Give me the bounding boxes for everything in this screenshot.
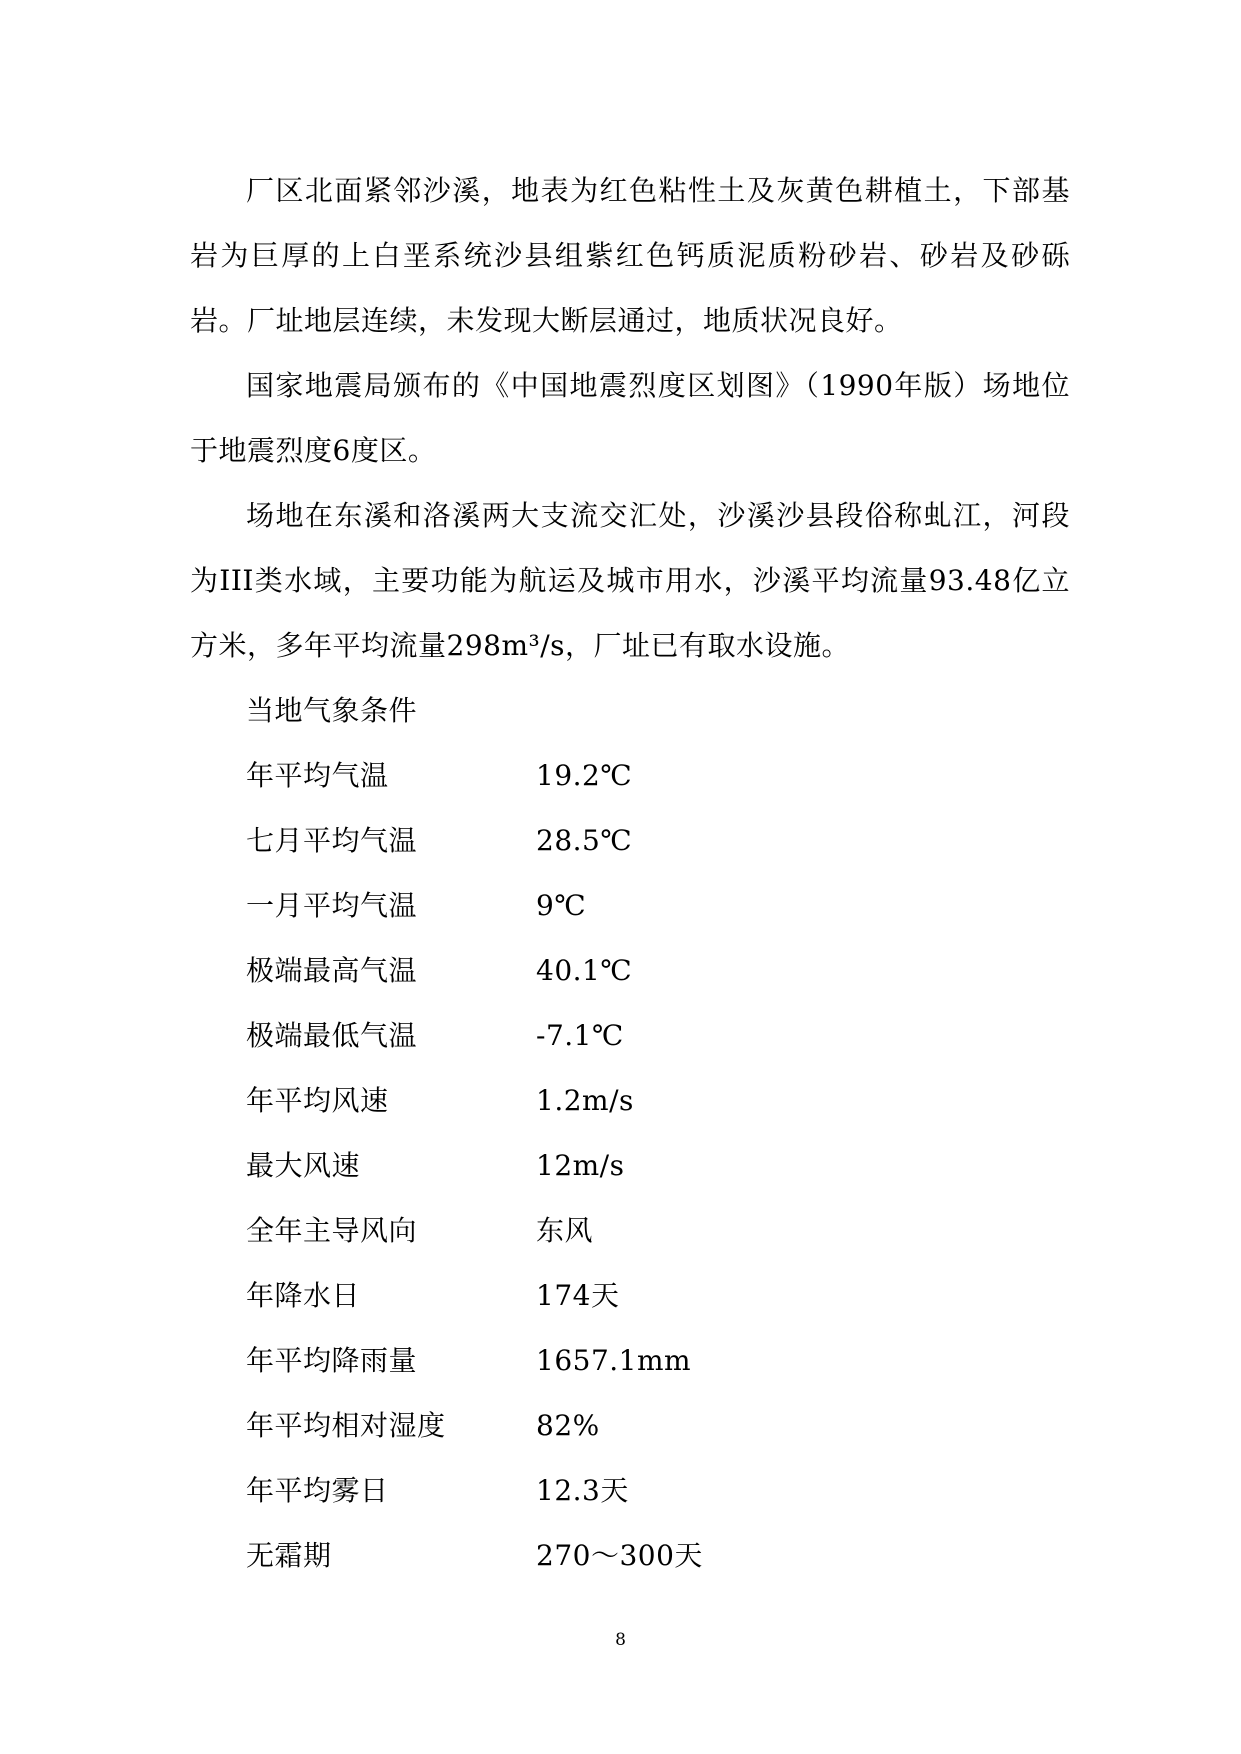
climate-value: 东风: [536, 1214, 594, 1247]
table-row: [246, 1328, 703, 1393]
page-number: 8: [615, 1630, 626, 1650]
climate-value: 40.1℃: [536, 954, 633, 987]
paragraph-geology: 厂区北面紧邻沙溪，地表为红色粘性土及灰黄色耕植土，下部基岩为巨厚的上白垩系统沙县组紫红色钙质泥质粉砂岩、砂岩及砂砾岩。厂址地层连续，未发现大断层通过，地质状况良好。: [190, 174, 1070, 337]
climate-value: 19.2℃: [536, 759, 633, 792]
climate-label: 年平均雾日: [246, 1474, 389, 1507]
climate-value: 9℃: [536, 889, 587, 922]
climate-label: 极端最低气温: [246, 1019, 418, 1052]
climate-value: -7.1℃: [536, 1019, 624, 1052]
climate-label: 年平均气温: [246, 759, 389, 792]
table-row: [246, 938, 703, 1003]
climate-label: 极端最高气温: [246, 954, 418, 987]
table-row: [246, 808, 703, 873]
table-row: [246, 873, 703, 938]
table-row: [246, 743, 703, 808]
climate-value: 270～300天: [536, 1539, 703, 1572]
climate-label: 年平均相对湿度: [246, 1409, 446, 1442]
climate-label: 无霜期: [246, 1539, 332, 1572]
climate-value: 12m/s: [536, 1149, 625, 1182]
climate-heading: 当地气象条件: [246, 694, 418, 727]
paragraph-seismic: 国家地震局颁布的《中国地震烈度区划图》（1990年版）场地位于地震烈度6度区。: [190, 369, 1070, 467]
climate-label: 全年主导风向: [246, 1214, 418, 1247]
table-row: [246, 1003, 703, 1068]
climate-table: [246, 743, 703, 1588]
climate-value: 82%: [536, 1409, 600, 1442]
climate-value: 28.5℃: [536, 824, 633, 857]
climate-label: 七月平均气温: [246, 824, 418, 857]
climate-value: 174天: [536, 1279, 620, 1312]
climate-label: 年平均风速: [246, 1084, 389, 1117]
climate-label: 最大风速: [246, 1149, 361, 1182]
table-row: [246, 1263, 703, 1328]
table-row: [246, 1393, 703, 1458]
paragraph-hydrology: 场地在东溪和洛溪两大支流交汇处，沙溪沙县段俗称虬江，河段为III类水域，主要功能为航运及城市用水，沙溪平均流量93.48亿立方米，多年平均流量298m³/s，厂址已有取水设施。: [190, 499, 1070, 662]
climate-label: 年降水日: [246, 1279, 361, 1312]
table-row: [246, 1523, 703, 1588]
table-row: [246, 1133, 703, 1198]
climate-label: 一月平均气温: [246, 889, 418, 922]
body-text: [190, 158, 1070, 1588]
table-row: [246, 1458, 703, 1523]
climate-value: 12.3天: [536, 1474, 629, 1507]
climate-value: 1657.1mm: [536, 1344, 692, 1377]
table-row: [246, 1068, 703, 1133]
climate-label: 年平均降雨量: [246, 1344, 418, 1377]
climate-value: 1.2m/s: [536, 1084, 634, 1117]
table-row: [246, 1198, 703, 1263]
